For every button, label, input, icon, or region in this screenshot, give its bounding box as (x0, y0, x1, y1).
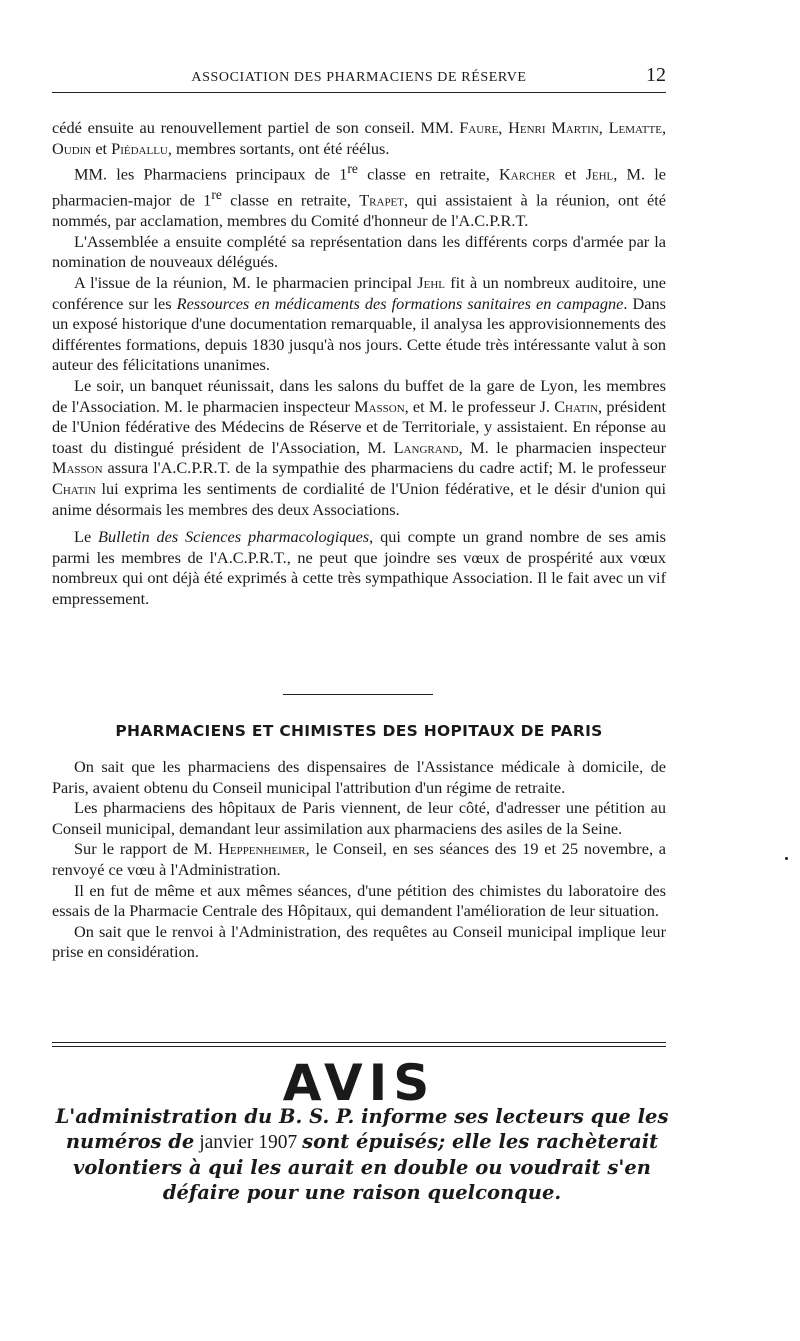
paragraph-rapport: Sur le rapport de M. Heppenheimer, le Conseil, en ses séances des 19 et 25 novembre, a renvoyé ce vœu à l'Administration. (52, 839, 667, 879)
section-divider (283, 694, 433, 695)
association-report-section (52, 118, 666, 610)
paragraph-bulletin-wishes: Le Bulletin des Sciences pharmacologiques, qui compte un grand nombre de ses amis parmi les membres de l'A.C.P.R.T., ne peut que joindre ses vœux de prospérité aux vœux nombreux qui ont déjà été exprimés à cette très sympathique Association. Il le fait avec un vif empressement. (52, 527, 667, 608)
paragraph-reelection: cédé ensuite au renouvellement partiel de son conseil. MM. Faure, Henri Martin, Lematte, Oudin et Piédallu, membres sortants, ont été réélus. (52, 118, 667, 158)
paragraph-conference: A l'issue de la réunion, M. le pharmacien principal Jehl fit à un nombreux auditoire, une conférence sur les Ressources en médicaments des formations sanitaires en campagne. Dans un exposé historique d'une documentation remarquable, il analysa les approvisionnements des différentes formations, depuis 1830 jusqu'à nos jours. Cette étude très intéressante valut à son auteur des félicitations unanimes. (52, 273, 666, 375)
avis-heading: AVIS (282, 1054, 436, 1112)
paragraph-chimistes: Il en fut de même et aux mêmes séances, d'une pétition des chimistes du laboratoire des essais de la Pharmacie Centrale des Hôpitaux, qui demandent l'amélioration de leur situation. (52, 880, 666, 921)
margin-speck (785, 857, 788, 860)
page-number: 12 (646, 64, 666, 86)
section-title-hopitaux: PHARMACIENS ET CHIMISTES DES HOPITAUX DE PARIS (115, 722, 603, 740)
paragraph-honorary-committee: MM. les Pharmaciens principaux de 1re classe en retraite, Karcher et Jehl, M. le pharmacien-major de 1re classe en retraite, Trapet, qui assistaient à la réunion, ont été nommés, par acclamation, membres du Comité d'honneur de l'A.C.P.R.T. (52, 161, 667, 231)
paragraph-banquet: Le soir, un banquet réunissait, dans les salons du buffet de la gare de Lyon, les membres de l'Association. M. le pharmacien inspecteur Masson, et M. le professeur J. Chatin, président de l'Union fédérative des Médecins de Réserve et de Territoriale, y assistaient. En réponse au toast du distingué président de l'Association, M. Langrand, M. le pharmacien inspecteur Masson assura l'A.C.P.R.T. de la sympathie des pharmaciens du cadre actif; M. le professeur Chatin lui exprima les sentiments de cordialité de l'Union fédérative, et le désir d'union qui anime désormais les membres des deux Associations. (52, 375, 666, 519)
hopitaux-section (52, 757, 666, 963)
paragraph-petition: Les pharmaciens des hôpitaux de Paris viennent, de leur côté, d'adresser une pétition au Conseil municipal, demandant leur assimilation aux pharmaciens des asiles de la Seine. (52, 798, 666, 838)
avis-notice-text: L'administration du B. S. P. informe ses lecteurs que les numéros de janvier 1907 sont épuisés; elle les rachèterait volontiers à qui les aurait en double ou voudrait s'en défaire pour une raison quelconque. (55, 1105, 669, 1204)
paragraph-renvoi: On sait que le renvoi à l'Administration, des requêtes au Conseil municipal implique leur prise en considération. (52, 921, 666, 962)
paragraph-dispensaires: On sait que les pharmaciens des dispensaires de l'Assistance médicale à domicile, de Paris, avaient obtenu du Conseil municipal l'attribution d'un régime de retraite. (52, 757, 666, 797)
running-header (52, 66, 666, 93)
double-rule-divider (52, 1042, 666, 1047)
paragraph-delegates: L'Assemblée a ensuite complété sa représentation dans les différents corps d'armée par la nomination de nouveaux délégués. (52, 231, 666, 272)
header-title: ASSOCIATION DES PHARMACIENS DE RÉSERVE (191, 70, 527, 85)
